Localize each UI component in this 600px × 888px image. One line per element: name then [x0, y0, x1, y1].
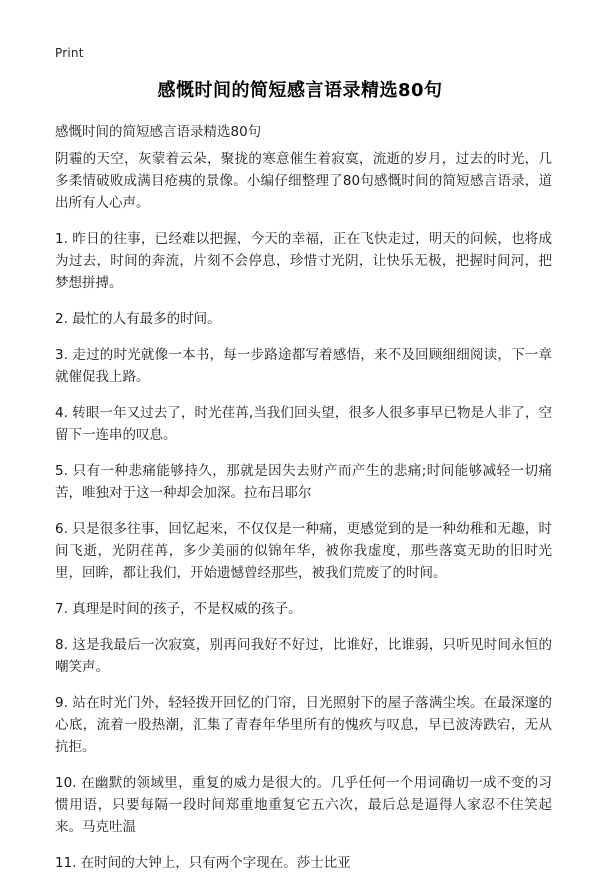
quote-paragraph-5: 5. 只有一种悲痛能够持久，那就是因失去财产而产生的悲痛;时间能够减轻一切痛苦，唯独对于这一种却会加深。拉布吕耶尔	[55, 463, 552, 501]
quote-paragraph-7: 7. 真理是时间的孩子，不是权威的孩子。	[55, 601, 302, 617]
print-link[interactable]: Print	[55, 46, 84, 60]
quote-paragraph-3: 3. 走过的时光就像一本书，每一步路途都写着感悟，来不及回顾细细阅读，下一章就催促我上路。	[55, 347, 552, 385]
quote-paragraph-8: 8. 这是我最后一次寂寞，别再问我好不好过，比谁好，比谁弱，只听见时间永恒的嘲笑声。	[55, 637, 552, 675]
article-subtitle: 感慨时间的简短感言语录精选80句	[55, 124, 262, 140]
quote-paragraph-1: 1. 昨日的往事，已经难以把握，今天的幸福，正在飞快走过，明天的问候，也将成为过去，时间的奔流，片刻不会停息，珍惜寸光阴，让快乐无极，把握时间河，把梦想拼搏。	[55, 231, 552, 291]
quote-paragraph-6: 6. 只是很多往事，回忆起来，不仅仅是一种痛，更感觉到的是一种幼稚和无趣，时间飞逝，光阴荏苒，多少美丽的似锦年华，被你我虚度，那些落寞无助的旧时光里，回眸，都让我们，开始遗憾曾经那些，被我们荒废了的时间。	[55, 521, 552, 581]
quote-paragraph-10: 10. 在幽默的领域里，重复的威力是很大的。几乎任何一个用词确切一成不变的习惯用语，只要每隔一段时间郑重地重复它五六次，最后总是逼得人家忍不住笑起来。马克吐温	[55, 775, 552, 835]
quote-paragraph-2: 2. 最忙的人有最多的时间。	[55, 311, 221, 327]
quote-paragraph-4: 4. 转眼一年又过去了，时光荏苒,当我们回头望，很多人很多事早已物是人非了，空留下一连串的叹息。	[55, 405, 552, 443]
quote-paragraph-9: 9. 站在时光门外，轻轻拨开回忆的门帘，日光照射下的屋子落满尘埃。在最深邃的心底，流着一股热潮，汇集了青春年华里所有的愧疚与叹息，早已波涛跌宕，无从抗拒。	[55, 695, 552, 755]
article-body	[55, 148, 552, 888]
quote-paragraph-11: 11. 在时间的大钟上，只有两个字现在。莎士比亚	[55, 855, 351, 871]
intro-paragraph: 阴霾的天空，灰蒙着云朵，聚拢的寒意催生着寂寞，流逝的岁月，过去的时光，几多柔情破败成满目疮痍的景像。小编仔细整理了80句感慨时间的简短感言语录，道出所有人心声。	[55, 151, 552, 211]
article-title: 感慨时间的简短感言语录精选80句	[157, 80, 443, 101]
